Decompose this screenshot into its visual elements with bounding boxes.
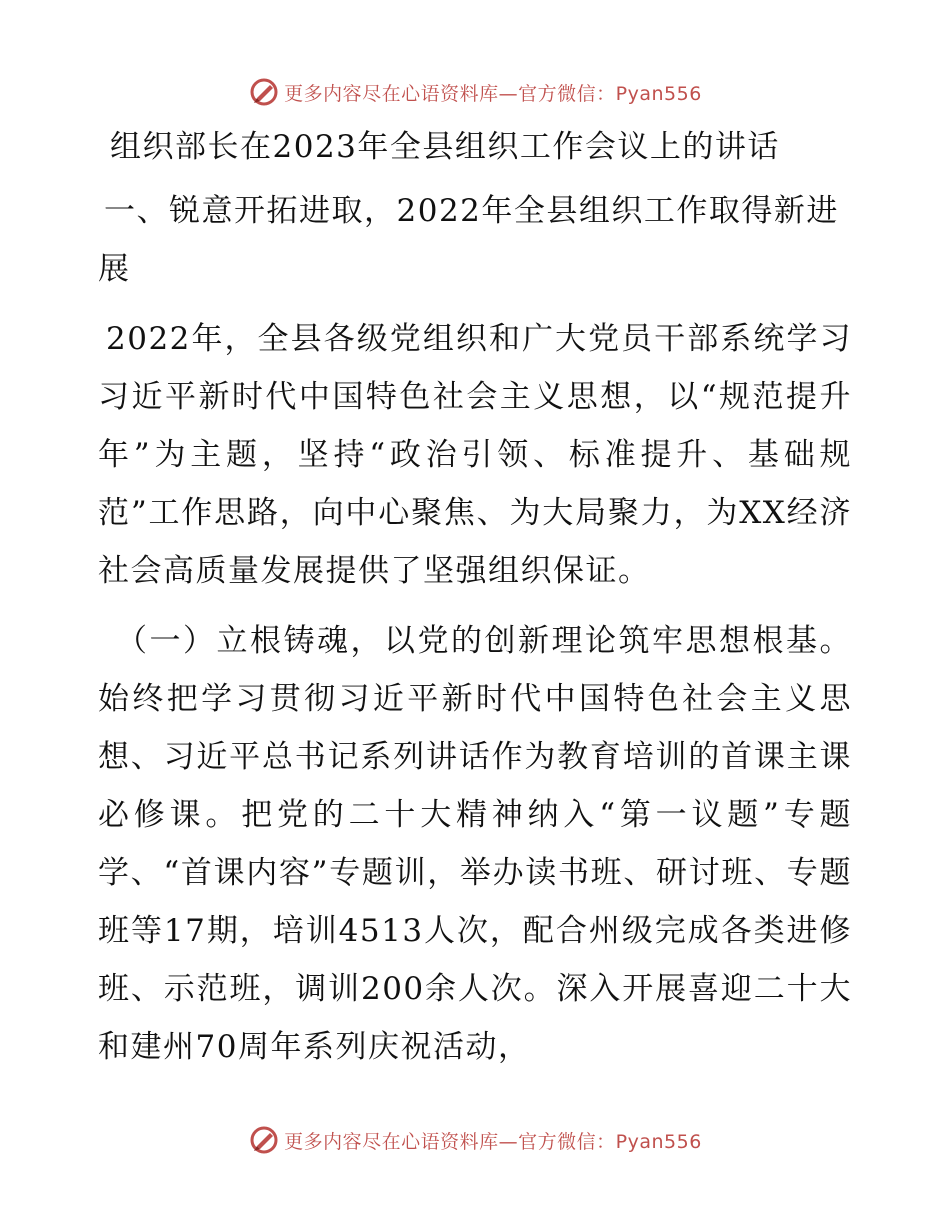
paragraph: 2022年，全县各级党组织和广大党员干部系统学习习近平新时代中国特色社会主义思想，以“规范提升年”为主题，坚持“政治引领、标准提升、基础规范”工作思路，向中心聚焦、为大局聚力，为XX经济社会高质量发展提供了坚强组织保证。: [98, 321, 852, 589]
watermark-text: 更多内容尽在心语资料库—官方微信：Pyan556: [284, 1130, 702, 1153]
watermark-header: [0, 72, 950, 112]
document-body: [98, 118, 852, 1076]
document-title: 组织部长在2023年全县组织工作会议上的讲话: [110, 129, 780, 165]
brush-pen-logo-icon: [248, 1124, 280, 1156]
watermark-footer: [0, 1120, 950, 1160]
paragraph: （一）立根铸魂，以党的创新理论筑牢思想根基。始终把学习贯彻习近平新时代中国特色社会主义思想、习近平总书记系列讲话作为教育培训的首课主课必修课。把党的二十大精神纳入“第一议题”专题学、“首课内容”专题训，举办读书班、研讨班、专题班等17期，培训4513人次，配合州级完成各类进修班、示范班，调训200余人次。深入开展喜迎二十大和建州70周年系列庆祝活动，: [98, 623, 852, 1065]
section-heading: 一、锐意开拓进取，2022年全县组织工作取得新进展: [98, 193, 839, 287]
brush-pen-logo-icon: [248, 76, 280, 108]
watermark-text: 更多内容尽在心语资料库—官方微信：Pyan556: [284, 82, 702, 105]
